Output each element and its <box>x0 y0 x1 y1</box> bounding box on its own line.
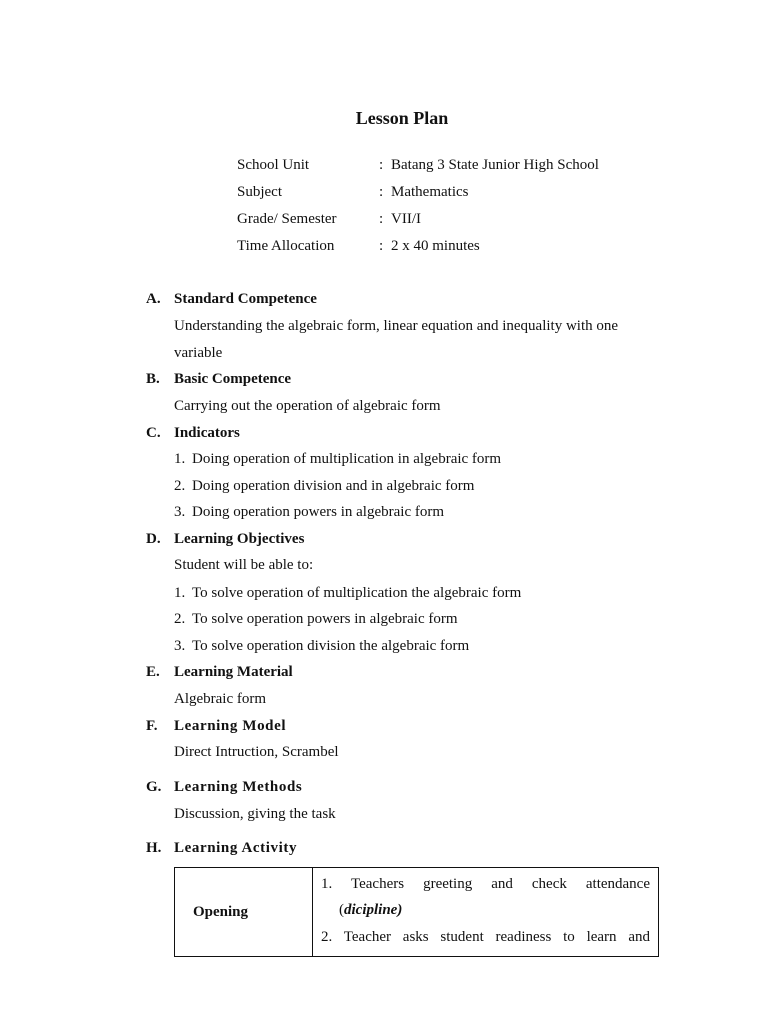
section-title-learning-activity: Learning Activity <box>174 840 298 856</box>
list-number: 3. <box>174 504 186 520</box>
activity-step-2: 2. Teacher asks student readiness to learn and <box>321 929 650 945</box>
list-item: To solve operation powers in algebraic form <box>192 611 458 627</box>
activity-step-1-continued <box>339 902 650 919</box>
page-title: Lesson Plan <box>355 108 449 128</box>
section-title-learning-methods: Learning Methods <box>174 779 303 795</box>
step-emphasis: dicipline) <box>344 902 403 918</box>
info-value-time: 2 x 40 minutes <box>391 238 480 254</box>
activity-steps-cell <box>313 868 659 957</box>
activity-step-1: 1. Teachers greeting and check attendance <box>321 876 650 892</box>
info-label: Time Allocation <box>237 238 335 254</box>
section-text: Carrying out the operation of algebraic form <box>174 398 441 414</box>
step-paren: ( <box>339 902 344 918</box>
list-item: To solve operation of multiplication the algebraic form <box>192 585 522 601</box>
section-letter: H. <box>146 840 162 856</box>
section-letter: D. <box>146 531 161 547</box>
info-label: School Unit <box>237 157 310 173</box>
info-colon: : <box>379 211 384 227</box>
section-letter: B. <box>146 371 160 387</box>
section-letter: E. <box>146 664 160 680</box>
info-colon: : <box>379 184 384 200</box>
section-text: Understanding the algebraic form, linear equation and inequality with one <box>174 318 619 334</box>
section-text: Algebraic form <box>174 691 267 707</box>
list-item: Doing operation division and in algebraic form <box>192 478 475 494</box>
list-item: Doing operation of multiplication in algebraic form <box>192 451 502 467</box>
section-letter: A. <box>146 291 161 307</box>
section-title-learning-model: Learning Model <box>174 718 287 734</box>
list-number: 1. <box>174 585 186 601</box>
info-value-school-unit: Batang 3 State Junior High School <box>391 157 599 173</box>
section-title-learning-objectives: Learning Objectives <box>174 531 305 547</box>
info-label: Grade/ Semester <box>237 211 337 227</box>
list-number: 2. <box>174 478 186 494</box>
info-colon: : <box>379 238 384 254</box>
section-title-indicators: Indicators <box>174 425 240 441</box>
activity-phase-cell <box>175 868 313 957</box>
info-label: Subject <box>237 184 282 200</box>
table-row <box>175 868 659 957</box>
section-title-learning-material: Learning Material <box>174 664 293 680</box>
section-title-standard-competence: Standard Competence <box>174 291 317 307</box>
learning-activity-table <box>174 867 659 957</box>
list-item: To solve operation division the algebraic form <box>192 638 470 654</box>
list-number: 3. <box>174 638 186 654</box>
section-text: Direct Intruction, Scrambel <box>174 744 339 760</box>
info-value-subject: Mathematics <box>391 184 469 200</box>
list-number: 1. <box>174 451 186 467</box>
section-letter: F. <box>146 718 158 734</box>
section-letter: C. <box>146 425 161 441</box>
info-value-grade: VII/I <box>391 211 421 227</box>
section-title-basic-competence: Basic Competence <box>174 371 292 387</box>
activity-phase-label: Opening <box>193 903 249 920</box>
list-number: 2. <box>174 611 186 627</box>
list-item: Doing operation powers in algebraic form <box>192 504 445 520</box>
section-text: Student will be able to: <box>174 557 314 573</box>
section-text: Discussion, giving the task <box>174 806 336 822</box>
section-text: variable <box>174 345 223 361</box>
info-colon: : <box>379 157 384 173</box>
section-letter: G. <box>146 779 162 795</box>
